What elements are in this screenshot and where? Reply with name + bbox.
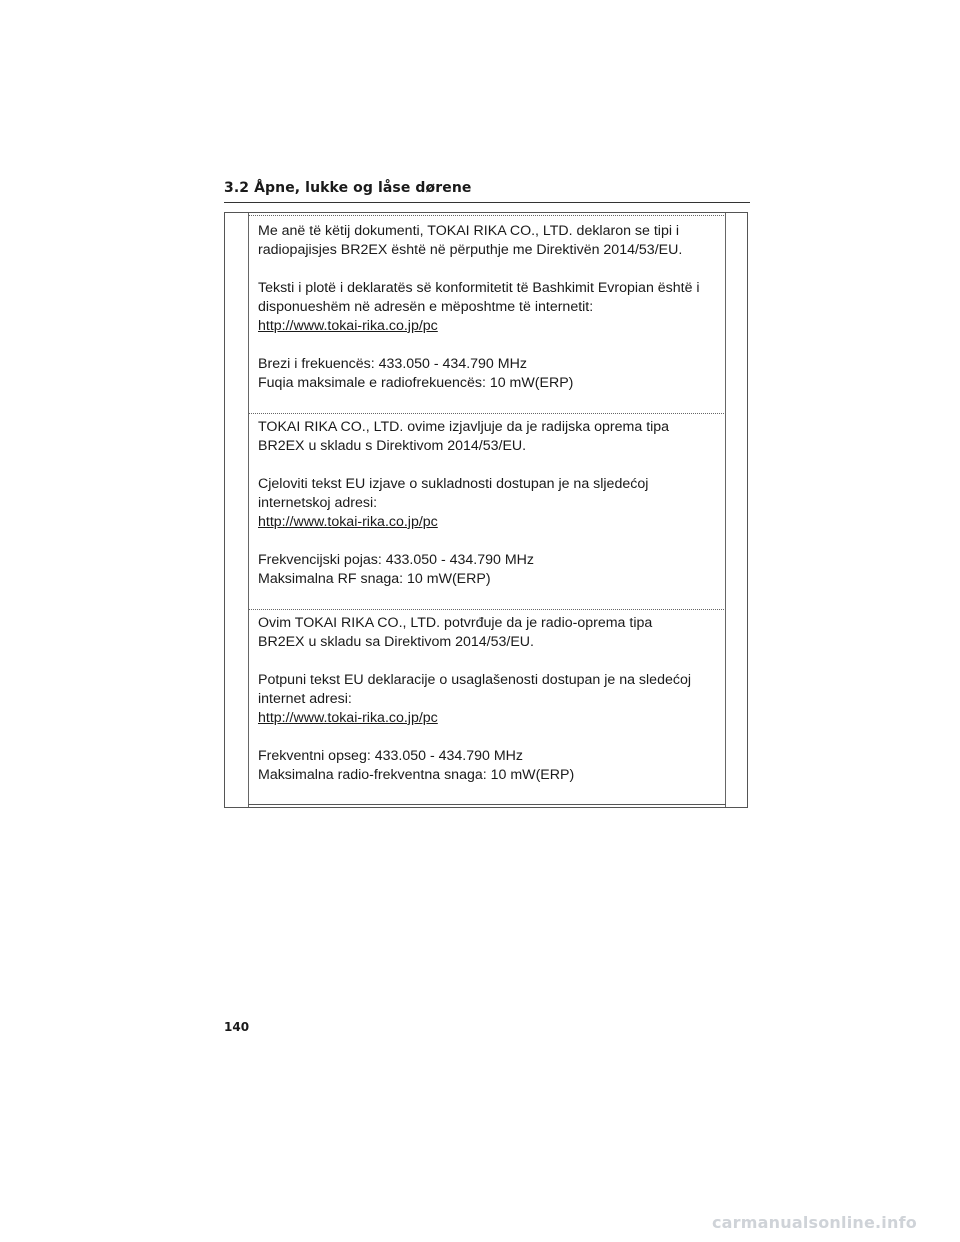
divider-top [248,215,726,216]
declaration-line: internetskoj adresi: [258,495,378,511]
declaration-croatian [258,418,720,589]
declaration-line: Potpuni tekst EU deklaracije o usaglašenosti dostupan je na sledećoj [258,672,691,688]
divider-1 [248,413,726,414]
section-title: 3.2 Åpne, lukke og låse dørene [224,180,472,196]
page-number: 140 [224,1020,250,1034]
declaration-link[interactable]: http://www.tokai-rika.co.jp/pc [258,514,438,530]
declaration-line: disponueshëm në adresën e mëposhtme të internetit: [258,299,594,315]
frequency-band: Brezi i frekuencës: 433.050 - 434.790 MHz [258,356,527,372]
declaration-link[interactable]: http://www.tokai-rika.co.jp/pc [258,318,438,334]
declaration-line: internet adresi: [258,691,352,707]
declaration-line: TOKAI RIKA CO., LTD. ovime izjavljuje da je radijska oprema tipa [258,419,670,435]
divider-2 [248,609,726,610]
declaration-line: Teksti i plotë i deklaratës së konformitetit të Bashkimit Evropian është i [258,280,700,296]
max-power: Maksimalna radio-frekventna snaga: 10 mW(ERP) [258,767,575,783]
declaration-link[interactable]: http://www.tokai-rika.co.jp/pc [258,710,438,726]
divider-bottom [248,804,726,805]
watermark: carmanualsonline.info [712,1213,917,1232]
declaration-line: Cjeloviti tekst EU izjave o sukladnosti dostupan je na sljedećoj [258,476,649,492]
max-power: Fuqia maksimale e radiofrekuencës: 10 mW(ERP) [258,375,574,391]
section-header [224,180,750,203]
declaration-line: radiopajisjes BR2EX është në përputhje me Direktivën 2014/53/EU. [258,242,683,258]
frequency-band: Frekvencijski pojas: 433.050 - 434.790 MHz [258,552,535,568]
max-power: Maksimalna RF snaga: 10 mW(ERP) [258,571,491,587]
declaration-line: Ovim TOKAI RIKA CO., LTD. potvrđuje da je radio-oprema tipa [258,615,653,631]
frequency-band: Frekventni opseg: 433.050 - 434.790 MHz [258,748,523,764]
declaration-line: BR2EX u skladu s Direktivom 2014/53/EU. [258,438,527,454]
declaration-line: BR2EX u skladu sa Direktivom 2014/53/EU. [258,634,534,650]
declaration-albanian [258,222,720,393]
declaration-serbian [258,614,720,785]
declaration-line: Me anë të këtij dokumenti, TOKAI RIKA CO., LTD. deklaron se tipi i [258,223,680,239]
